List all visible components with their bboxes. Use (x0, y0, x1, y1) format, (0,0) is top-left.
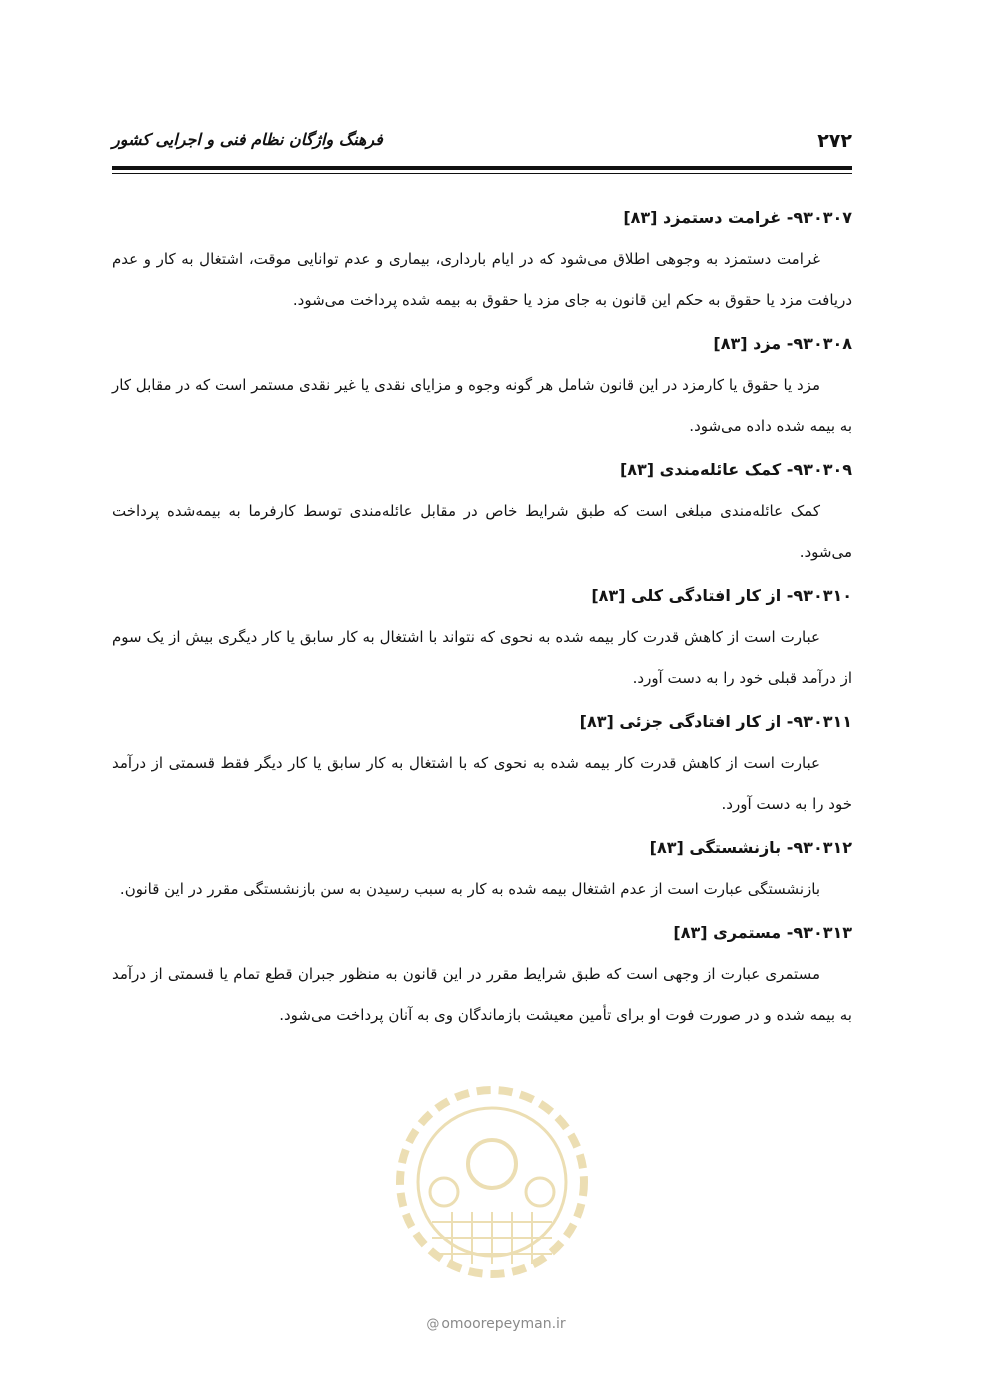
entry (112, 333, 852, 447)
page-number: ۲۷۲ (817, 130, 852, 152)
entry-title: ۹۳۰۳۱۰- از کار افتادگی کلی [۸۳] (591, 586, 852, 605)
gear-emblem-icon (392, 1082, 592, 1282)
entry-title: ۹۳۰۳۰۹- کمک عائله‌مندی [۸۳] (619, 460, 852, 479)
entry-body: عبارت است از کاهش قدرت کار بیمه شده به نحوی که با اشتغال به کار سابق یا کار دیگر فقط قسمتی از درآمد خود را به دست آورد. (112, 754, 852, 813)
entry-body: عبارت است از کاهش قدرت کار بیمه شده به نحوی که نتواند با اشتغال به کار سابق یا کار دیگری بیش از یک سوم از درآمد قبلی خود را به دست آورد. (112, 628, 852, 687)
entry-body: مستمری عبارت از وجهی است که طبق شرایط مقرر در این قانون به منظور جبران قطع تمام یا قسمتی از درآمد به بیمه شده و در صورت فوت او برای تأمین معیشت بازماندگان وی به آنان پرداخت می‌شود. (112, 965, 852, 1024)
entry-title: ۹۳۰۳۱۲- بازنشستگی [۸۳] (649, 838, 852, 857)
entry (112, 585, 852, 699)
entry-body: مزد یا حقوق یا کارمزد در این قانون شامل هر گونه وجوه و مزایای نقدی یا غیر نقدی مستمر است که در مقابل کار به بیمه شده داده می‌شود. (112, 376, 852, 435)
at-sign-icon: @ (426, 1317, 440, 1332)
entry (112, 459, 852, 573)
entry (112, 922, 852, 1036)
entry-title: ۹۳۰۳۰۷- غرامت دستمزد [۸۳] (623, 208, 852, 227)
watermark-site-label (0, 1316, 992, 1332)
watermark-site-text: omoorepeyman.ir (441, 1316, 566, 1332)
entry-body: کمک عائله‌مندی مبلغی است که طبق شرایط خاص در مقابل عائله‌مندی توسط کارفرما به بیمه‌شده پرداخت می‌شود. (112, 502, 852, 561)
entry (112, 711, 852, 825)
running-title: فرهنگ واژگان نظام فنی و اجرایی کشور (112, 130, 383, 149)
entry (112, 207, 852, 321)
header-rule-thin (112, 173, 852, 174)
entry-title: ۹۳۰۳۰۸- مزد [۸۳] (713, 334, 852, 353)
entry-title: ۹۳۰۳۱۱- از کار افتادگی جزئی [۸۳] (579, 712, 852, 731)
entry-body: غرامت دستمزد به وجوهی اطلاق می‌شود که در ایام بارداری، بیماری و عدم توانایی موقت، اشتغال به کار و عدم دریافت مزد یا حقوق به حکم این قانون به جای مزد یا حقوق به بیمه شده پرداخت می‌شود. (112, 250, 852, 309)
page-header (112, 130, 852, 160)
entry-title: ۹۳۰۳۱۳- مستمری [۸۳] (673, 923, 852, 942)
entry (112, 837, 852, 910)
entries-list (112, 207, 852, 1048)
header-rule-thick (112, 166, 852, 170)
entry-body: بازنشستگی عبارت است از عدم اشتغال بیمه شده به کار به سبب رسیدن به سن بازنشستگی مقرر در این قانون. (119, 880, 820, 898)
